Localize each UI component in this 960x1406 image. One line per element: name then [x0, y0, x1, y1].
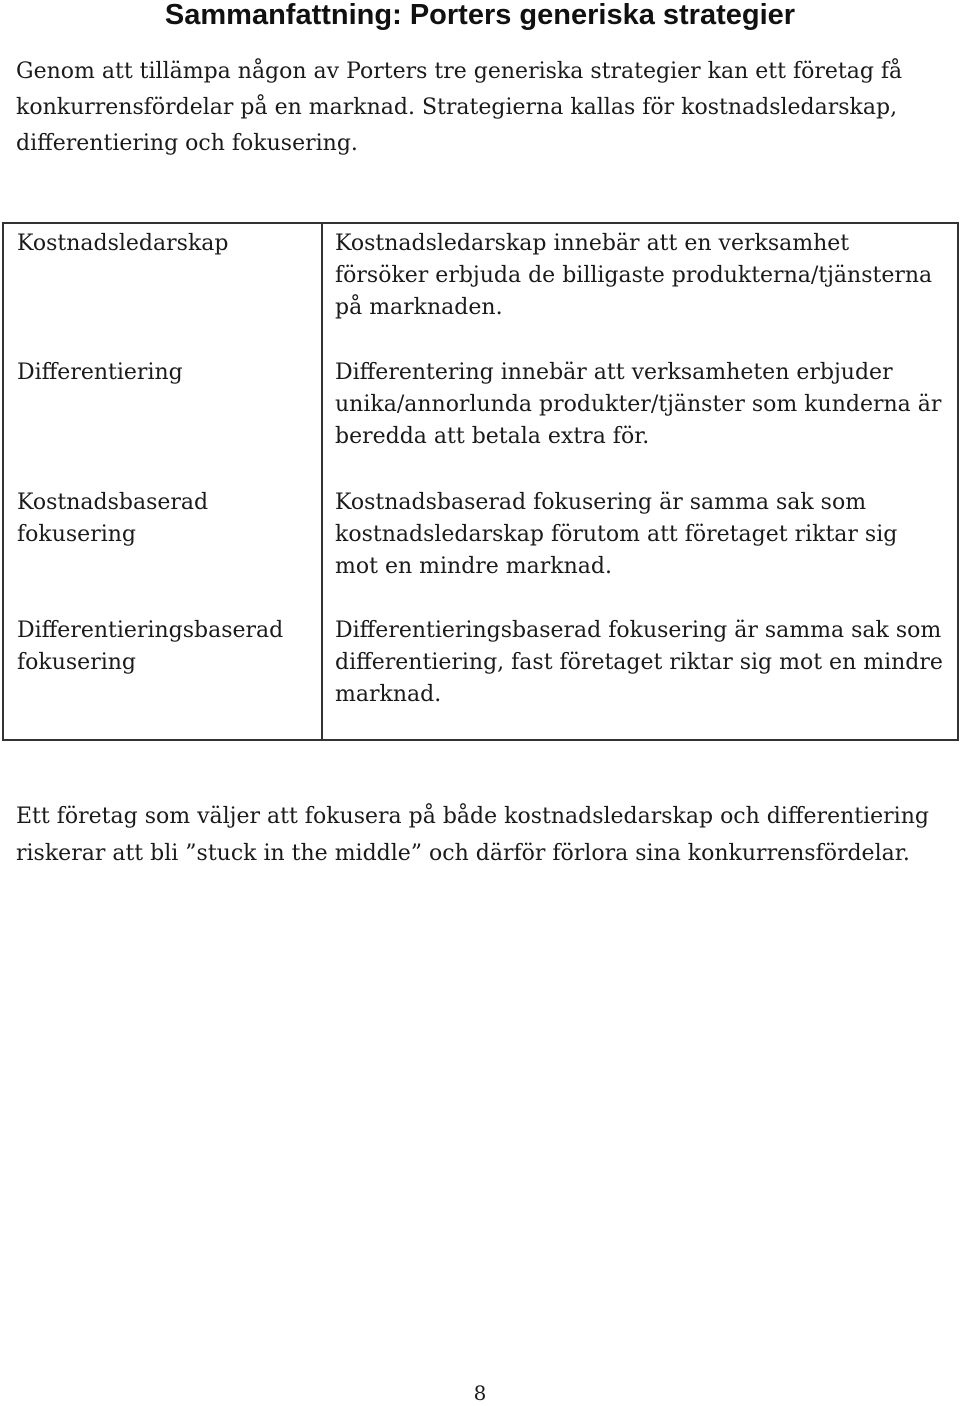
page-title: Sammanfattning: Porters generiska strategier — [164, 0, 796, 31]
table-row — [3, 353, 958, 483]
strategy-name: Kostnadsbaserad fokusering — [3, 483, 322, 611]
strategy-table — [2, 222, 959, 741]
conclusion-paragraph: Ett företag som väljer att fokusera på både kostnadsledarskap och differentiering riskerar att bli ”stuck in the middle” och därför förlora sina konkurrensfördelar. — [16, 804, 929, 866]
strategy-description: Differentering innebär att verksamheten erbjuder unika/annorlunda produkter/tjänster som kunderna är beredda att betala extra för. — [322, 353, 958, 483]
intro-paragraph: Genom att tillämpa någon av Porters tre generiska strategier kan ett företag få konkurrensfördelar på en marknad. Strategierna kallas för kostnadsledarskap, differentiering och fokusering. — [16, 59, 903, 156]
table-row — [3, 611, 958, 740]
strategy-description: Kostnadsbaserad fokusering är samma sak som kostnadsledarskap förutom att företaget riktar sig mot en mindre marknad. — [322, 483, 958, 611]
strategy-name: Differentieringsbaserad fokusering — [3, 611, 322, 740]
strategy-name: Differentiering — [3, 353, 322, 483]
strategy-description: Kostnadsledarskap innebär att en verksamhet försöker erbjuda de billigaste produkterna/tjänsterna på marknaden. — [322, 223, 958, 353]
table-row — [3, 483, 958, 611]
table-row — [3, 223, 958, 353]
strategy-name: Kostnadsledarskap — [3, 223, 322, 353]
page-number: 8 — [473, 1381, 487, 1405]
strategy-description: Differentieringsbaserad fokusering är samma sak som differentiering, fast företaget riktar sig mot en mindre marknad. — [322, 611, 958, 740]
